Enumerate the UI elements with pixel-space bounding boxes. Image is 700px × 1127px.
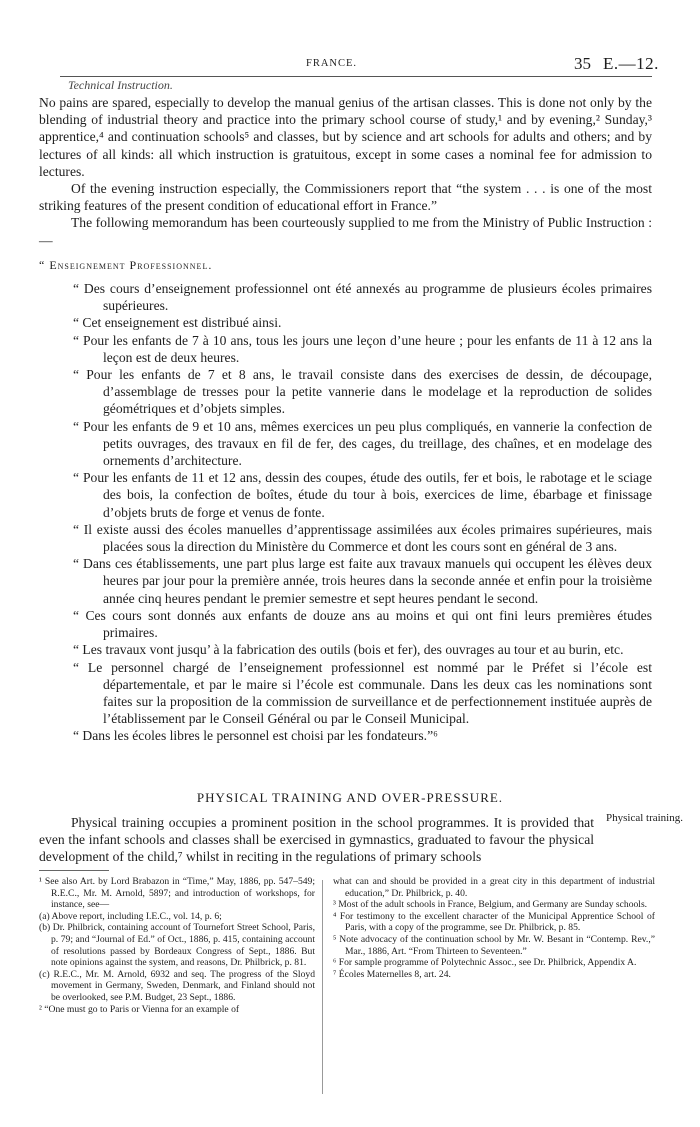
quote-paragraph: “ Ces cours sont donnés aux enfants de douze ans au moins et qui ont fini leurs premières études primaires.: [73, 607, 652, 641]
footnote-rule: [39, 870, 109, 871]
footnote: (a) Above report, including I.E.C., vol. 14, p. 6;: [39, 910, 222, 922]
footnote: ⁵ Note advocacy of the continuation school by Mr. W. Besant in “Contemp. Rev.,” Mar., 1886, Art. “From Thirteen to Seventeen.”: [333, 933, 655, 957]
quote-paragraph: “ Pour les enfants de 7 à 10 ans, tous les jours une leçon d’une heure ; pour les enfants de 11 à 12 ans la leçon est de deux heures.: [73, 332, 652, 365]
footnote-column-divider: [322, 880, 323, 1094]
footnote: ³ Most of the adult schools in France, Belgium, and Germany are Sunday schools.: [333, 899, 648, 911]
paragraph: No pains are spared, especially to develop the manual genius of the artisan classes. This is done not only by the blending of industrial theory and practice into the primary school course of study,¹ and by evening,² Sunday,³ apprentice,⁴ and continuation schools⁵ and classes, but by science and art schools for adults and others; and by lectures of all kinds: all which instruction is gratuitous, except in some cases a nominal fee for admission to lectures.: [39, 95, 652, 179]
paragraph: Physical training occupies a prominent position in the school programmes. It is provided that even the infant schools and classes shall be exercised in gymnastics, graduated to favour the physical development of the child,⁷ whilst in reciting in the regulations of primary schools: [39, 815, 594, 865]
quote-paragraph: “ Pour les enfants de 9 et 10 ans, mêmes exercices un peu plus compliqués, en vannerie la confection de petits ouvrages, des travaux en fil de fer, des cages, du treillage, des chaînes, et en modelage des ornements d’architecture.: [73, 418, 652, 469]
quote-paragraph: “ Dans les écoles libres le personnel est choisi par les fondateurs.”⁶: [73, 728, 438, 744]
margin-note: Physical training.: [606, 812, 683, 824]
main-text: [39, 94, 652, 745]
quote-heading: “ Enseignement Professionnel.: [39, 257, 213, 272]
footnote: ⁴ For testimony to the excellent character of the Municipal Apprentice School of Paris, with a copy of the programme, see Dr. Philbrick, p. 85.: [333, 910, 655, 934]
footnote: (b) Dr. Philbrick, containing account of Tournefort Street School, Paris, p. 79; and “Journal of Ed.” of Oct., 1886, p. 415, containing account of resolutions passed by Bordeaux Congress of Sept., 1886. But note opinions against the system, and reasons, Dr. Philbrick, p. 81.: [39, 922, 315, 969]
side-title: Technical Instruction.: [68, 78, 173, 92]
quote-paragraph: “ Pour les enfants de 7 et 8 ans, le travail consiste dans des exercises de dessin, de découpage, d’assemblage de tresses pour la petite vannerie dans le modelage et la reproduction de solides géométriques et d’objets simples.: [73, 367, 652, 417]
footnotes-left-column: [39, 876, 315, 1015]
quote-paragraph: “ Le personnel chargé de l’enseignement professionnel est nommé par le Préfet si l’école est départementale, et par le maire si l’école est communale. Dans les deux cas les nominations sont faites sur la proposition de la commission de surveillance et de perfectionnement instituée auprès de l’établissement par le Conseil Général ou par le Conseil Municipal.: [73, 659, 652, 727]
footnote: ⁷ Écoles Maternelles 8, art. 24.: [333, 968, 451, 980]
quote-paragraph: “ Des cours d’enseignement professionnel ont été annexés au programme de plusieurs écoles primaires supérieures.: [73, 281, 652, 314]
quote-paragraph: “ Les travaux vont jusqu’ à la fabrication des outils (bois et fer), des ouvrages au tour et au burin, etc.: [73, 642, 624, 658]
footnotes-right-column: [333, 876, 655, 980]
quote-paragraph: “ Cet enseignement est distribué ainsi.: [73, 315, 282, 331]
page-header: [0, 54, 700, 74]
quote-paragraph: “ Il existe aussi des écoles manuelles d’apprentissage assimilées aux écoles primaires supérieures, mais placées sous la direction du Ministère du Commerce et dont les cours sont en général de 3 ans.: [73, 521, 652, 555]
footnote: what can and should be provided in a great city in this department of industrial education,” Dr. Philbrick, p. 40.: [333, 876, 655, 899]
footnote: ² “One must go to Paris or Vienna for an example of: [39, 1003, 240, 1015]
paragraph: The following memorandum has been courteously supplied to me from the Ministry of Public Instruction :—: [39, 215, 652, 248]
header-rule: [60, 76, 652, 77]
quote-paragraph: “ Pour les enfants de 11 et 12 ans, dessin des coupes, étude des outils, fer et bois, le rabotage et le sciage des bois, la confection de boîtes, étude du tour à bois, exercices de lime, ébarbage et finissage d’objets bruts de forge et venus de fonte.: [73, 470, 652, 520]
section-text: [39, 814, 594, 866]
footnote: (c) R.E.C., Mr. M. Arnold, 6932 and seq. The progress of the Sloyd movement in Germany, Sweden, Denmark, and Finland should not be overlooked, see P.M. Budget, 23 Sept., 1886.: [39, 968, 315, 1003]
paragraph: Of the evening instruction especially, the Commissioners report that “the system . . . is one of the most striking features of the present condition of educational effort in France.”: [39, 181, 652, 214]
document-code: E.—12.: [603, 54, 659, 73]
page-number: 35: [574, 54, 591, 73]
footnote: ¹ See also Art. by Lord Brabazon in “Time,” May, 1886, pp. 547–549; R.E.C., Mr. M. Arnold, 5897; and introduction of workshops, for instance, see—: [39, 876, 315, 911]
running-head: FRANCE.: [306, 58, 358, 69]
section-heading: PHYSICAL TRAINING AND OVER-PRESSURE.: [196, 790, 504, 805]
footnote: ⁶ For sample programme of Polytechnic Assoc., see Dr. Philbrick, Appendix A.: [333, 957, 637, 969]
quote-paragraph: “ Dans ces établissements, une part plus large est faite aux travaux manuels qui occupent les élèves deux heures par jour pour la première année, trois heures dans la seconde année et enfin pour la troisième année cinq heures pendant le premier semestre et sept heures pendant le second.: [73, 556, 652, 606]
